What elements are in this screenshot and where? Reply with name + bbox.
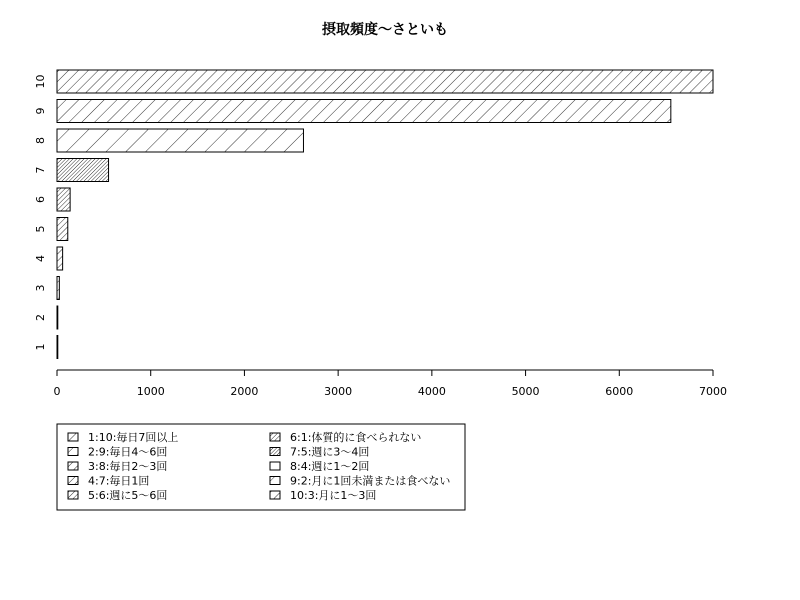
- legend-label: 5:6:週に5〜6回: [88, 489, 168, 502]
- y-tick-label: 2: [33, 314, 47, 321]
- x-tick-label: 2000: [230, 385, 259, 398]
- bar-8: [57, 129, 303, 152]
- legend-swatch: [270, 491, 280, 499]
- y-tick-label: 9: [33, 107, 47, 115]
- y-tick-label: 6: [33, 196, 47, 203]
- bars: [57, 70, 713, 359]
- legend-swatch: [270, 462, 280, 470]
- legend-label: 9:2:月に1回未満または食べない: [290, 474, 451, 488]
- y-tick-label: 10: [33, 74, 47, 89]
- legend-swatch: [270, 433, 280, 441]
- bar-3: [57, 277, 59, 300]
- x-tick-label: 7000: [699, 385, 727, 398]
- y-tick-label: 3: [33, 284, 47, 292]
- x-tick-label: 1000: [136, 385, 165, 398]
- legend-label: 8:4:週に1〜2回: [290, 460, 370, 473]
- legend-swatch: [270, 448, 280, 456]
- bar-10: [57, 70, 713, 93]
- legend-swatch: [68, 491, 78, 499]
- bar-6: [57, 188, 70, 211]
- legend-swatch: [68, 448, 78, 456]
- legend-label: 1:10:毎日7回以上: [88, 431, 179, 444]
- legend-swatch: [68, 477, 78, 485]
- legend-label: 7:5:週に3〜4回: [290, 445, 370, 459]
- bar-9: [57, 100, 671, 123]
- legend-label: 2:9:毎日4〜6回: [88, 445, 168, 459]
- y-tick-label: 5: [33, 225, 47, 233]
- legend-label: 4:7:毎日1回: [88, 474, 150, 488]
- bar-7: [57, 159, 109, 182]
- y-tick-label: 1: [33, 343, 47, 351]
- x-tick-label: 3000: [324, 385, 353, 398]
- y-tick-label: 7: [33, 166, 47, 174]
- x-tick-label: 6000: [605, 385, 634, 398]
- x-tick-label: 5000: [511, 385, 540, 398]
- x-axis: [54, 370, 728, 398]
- legend-label: 3:8:毎日2〜3回: [88, 460, 168, 473]
- legend-swatch: [68, 433, 78, 441]
- bar-1: [57, 336, 58, 359]
- bar-4: [57, 247, 63, 270]
- y-tick-label: 4: [33, 255, 47, 262]
- legend-swatch: [68, 462, 78, 470]
- chart-title: 摂取頻度〜さといも: [322, 22, 448, 38]
- x-tick-label: 0: [53, 385, 61, 398]
- y-axis: [34, 75, 47, 351]
- legend-label: 6:1:体質的に食べられない: [290, 431, 422, 444]
- bar-2: [57, 306, 58, 329]
- legend-label: 10:3:月に1〜3回: [290, 489, 377, 502]
- y-tick-label: 8: [33, 137, 47, 144]
- bar-5: [57, 218, 68, 241]
- legend: [57, 424, 465, 510]
- legend-swatch: [270, 477, 280, 485]
- x-tick-label: 4000: [417, 385, 446, 398]
